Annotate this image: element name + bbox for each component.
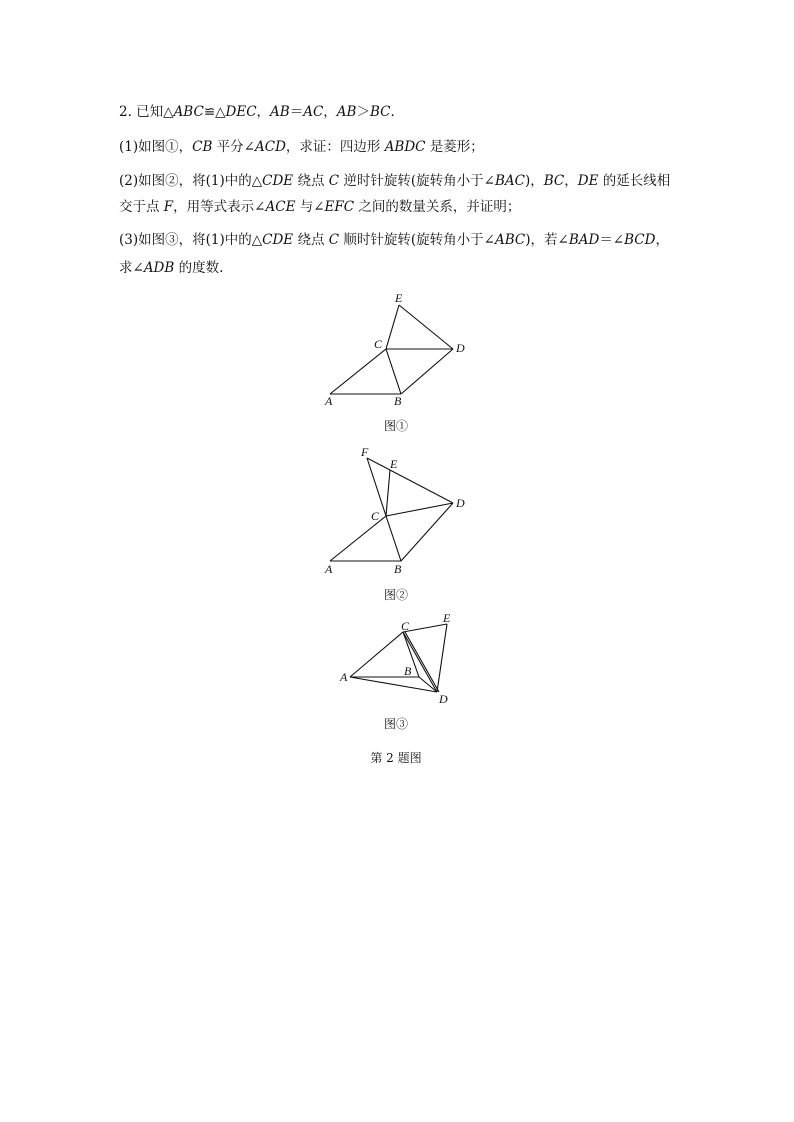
label-C: C [371,509,380,523]
text-run: ABDC [384,139,426,155]
text-run: ACE [265,199,296,215]
text-run: BAD [568,232,600,248]
text-run: 之间的数量关系，并证明； [354,199,521,215]
text-run: CDE [262,173,294,189]
problem-line-4 [119,197,520,217]
problem-line-1 [119,102,395,122]
text-run: 求∠ [119,260,144,276]
problem-line-3 [119,171,670,191]
text-run: ， [323,104,337,120]
text-run: ＞ [356,104,370,120]
segment-AC [350,632,403,677]
segment-AD [350,677,437,692]
label-B: B [404,664,412,678]
segment-AC [330,349,386,394]
label-D: D [439,692,448,706]
text-run: BAC [494,173,525,189]
label-A: A [325,562,333,576]
text-run: 与∠ [295,199,325,215]
segment-ED [437,624,447,692]
problem-line-2 [119,137,484,157]
label-F: F [361,445,369,459]
text-run: 是菱形； [425,139,484,155]
text-run: (1)如图①， [119,139,193,155]
text-run: ， [655,232,669,248]
text-run: EFC [324,199,355,215]
label-C: C [401,619,410,633]
text-run: ABC [173,104,204,120]
text-run: ACD [254,139,286,155]
text-run: 逆时针旋转(旋转角小于∠ [339,173,495,189]
text-run: 顺时针旋转(旋转角小于∠ [339,232,495,248]
text-run: BC [369,104,391,120]
label-A: A [340,670,348,684]
text-run: ＝∠ [599,232,625,248]
label-B: B [394,562,402,576]
figure-3 [330,605,470,710]
figure-3-caption: 图③ [383,717,408,731]
text-run: BC [543,173,565,189]
text-run: AB [336,104,357,120]
text-run: C [328,173,340,189]
label-E: E [443,611,451,625]
label-D: D [456,341,465,355]
segment-CD-2 [405,632,439,692]
text-run: ABC [494,232,526,248]
text-run: ，用等式表示∠ [173,199,266,215]
text-run: 交于点 [119,199,164,215]
text-run: AC [303,104,324,120]
label-E: E [395,291,403,305]
segment-ED [390,470,453,503]
label-C: C [374,337,383,351]
text-run: ，求证：四边形 [285,139,385,155]
text-run: (3)如图③，将(1)中的△ [119,232,263,248]
text-run: ， [256,104,271,120]
text-run: . [390,104,395,120]
text-run: ， [564,173,578,189]
text-run: F [163,199,174,215]
segment-CD [403,632,437,692]
text-run: ≌△ [203,104,226,120]
segment-BD [401,349,453,394]
text-run: )，若∠ [525,232,569,248]
figure-1-caption: 图① [383,419,408,433]
label-A: A [325,394,333,408]
problem-line-6 [119,258,223,278]
segment-CE [386,305,399,349]
footer-caption: 第 2 题图 [370,751,422,765]
text-run: ＝ [289,104,304,120]
segment-CE [403,624,447,632]
text-run: 的度数. [174,260,224,276]
segment-CB [386,516,401,561]
segment-CE [386,470,390,516]
segment-CB [386,349,401,394]
label-B: B [394,394,402,408]
text-run: )， [524,173,544,189]
text-run: BCD [624,232,656,248]
label-E: E [390,457,398,471]
problem-line-5 [119,230,669,250]
text-run: C [328,232,340,248]
text-run: DE [577,173,599,189]
text-run: CB [192,139,213,155]
text-run: 绕点 [293,173,329,189]
figure-1 [300,280,500,415]
text-run: 绕点 [293,232,329,248]
label-D: D [456,496,465,510]
text-run: ADB [143,260,175,276]
text-run: 2. 已知△ [119,104,174,120]
text-run: 平分∠ [212,139,255,155]
text-run: AB [270,104,290,120]
text-run: (2)如图②，将(1)中的△ [119,173,263,189]
text-run: DEC [225,104,257,120]
text-run: 的延长线相 [598,173,671,189]
text-run: CDE [262,232,294,248]
figure-2-caption: 图② [383,588,408,602]
segment-ED [399,305,453,349]
figure-2 [300,440,500,580]
